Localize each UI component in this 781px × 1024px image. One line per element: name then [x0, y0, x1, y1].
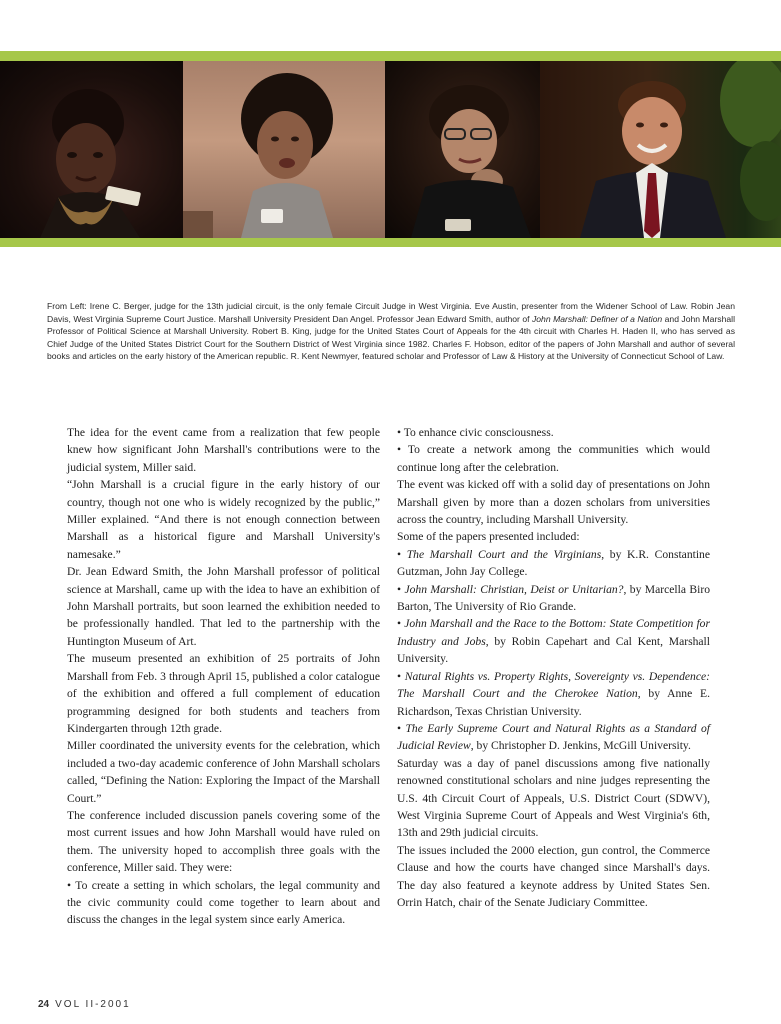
photo-strip — [0, 51, 781, 247]
bullet-icon: • — [397, 669, 402, 683]
bullet-icon: • — [397, 547, 402, 561]
paragraph: Miller coordinated the university events for the celebration, which included a two-day academic conference of John Marshall scholars called, “Defining the Nation: Exploring the Impact of the Marshall Court.” — [67, 739, 380, 805]
photo-eve-austin — [183, 61, 385, 238]
paragraph: The idea for the event came from a realization that few people knew how significant John Marshall's contributions were to the judicial system, Miller said. — [67, 426, 380, 474]
photo-robin-davis — [385, 61, 540, 238]
paper-title: John Marshall: Christian, Deist or Unitarian? — [404, 582, 624, 596]
article-right-column — [397, 424, 710, 911]
paper-byline: , by Robin Capehart and Cal Kent, Marshall University. — [397, 634, 710, 666]
paper-list-item — [397, 720, 710, 755]
paper-byline: , by Marcella Biro Barton, The University of Rio Grande. — [397, 582, 710, 614]
paper-list-item — [397, 668, 710, 720]
paragraph: Dr. Jean Edward Smith, the John Marshall professor of political science at Marshall, came up with the idea to have an exhibition of John Marshall portraits, but soon learned the exhibition needed to be professionally handled. That led to the partnership with the Huntington Museum of Art. — [67, 565, 380, 648]
photo-caption — [47, 300, 735, 363]
paragraph: Saturday was a day of panel discussions among five nationally renowned constitutional scholars and nine judges representing the U.S. 4th Circuit Court of Appeals, U.S. District Court (SDWV), West Virginia Supreme Court of Appeals and West Virginia's 6th, 13th and 29th judicial circuits. — [397, 756, 710, 840]
caption-part-1: From Left: Irene C. Berger, judge for the 13th judicial circuit, is the only female Circuit Judge in West Virginia. Eve Austin, presenter from the Widener School of Law. Robin Jean Davis, West Virginia Supreme Court Justice. Marshall University President Dan Angel. Professor Jean Edward Smith, author of — [47, 301, 735, 324]
paper-list-item — [397, 615, 710, 667]
paragraph: The museum presented an exhibition of 25 portraits of John Marshall from Feb. 3 through April 15, published a color catalogue of the exhibition and offered a full complement of education programming designed for both students and teachers from Kindergarten through 12th grade. — [67, 652, 380, 735]
bullet-icon: • — [397, 582, 402, 596]
issue-label: VOL II-2001 — [55, 999, 131, 1010]
page-number: 24 — [38, 999, 50, 1010]
photo-dan-angel — [540, 61, 781, 238]
paper-title: The Marshall Court and the Virginians — [406, 547, 602, 561]
page-footer — [38, 999, 131, 1010]
caption-part-2: and John Marshall Professor of Political Science at Marshall University. Robert B. King, judge for the United States Court of Appeals for the 4th circuit with Charles H. Haden II, who has served as Chief Judge of the United States District Court for the Southern District of West Virginia since 1982. Charles F. Hobson, editor of the papers of John Marshall and author of several books and articles on the early history of the American republic. R. Kent Newmyer, featured scholar and Professor of Law & History at the University of Connecticut School of Law. — [47, 313, 735, 362]
paper-title: Natural Rights vs. Property Rights, Sovereignty vs. Dependence: The Marshall Court and the Cherokee Nation — [397, 669, 710, 701]
paragraph: Some of the papers presented included: — [397, 530, 580, 544]
article-left-column — [67, 424, 380, 929]
paper-byline: , by Christopher D. Jenkins, McGill University. — [470, 739, 691, 753]
paragraph: The conference included discussion panels covering some of the most current issues and how John Marshall would have ruled on them. The university hoped to accomplish three goals with the conference, Miller said. They were: — [67, 808, 380, 875]
bullet-paragraph: • To enhance civic consciousness. — [397, 426, 554, 439]
paper-byline: , by Anne E. Richardson, Texas Christian University. — [397, 687, 711, 718]
photo-irene-berger — [0, 61, 183, 238]
paragraph: The issues included the 2000 election, gun control, the Commerce Clause and how the courts have changed since Marshall's days. The day also featured a keynote address by United States Sen. Orrin Hatch, chair of the Senate Judiciary Committee. — [397, 843, 710, 909]
paragraph: “John Marshall is a crucial figure in the early history of our country, though not one who is widely recognized by the public,” Miller explained. “And there is not enough connection between Marshall as a historical figure and Marshall University's namesake.” — [67, 478, 380, 561]
photo-row — [0, 61, 781, 238]
paper-list-item — [397, 546, 710, 581]
paragraph: The event was kicked off with a solid day of presentations on John Marshall given by more than a dozen scholars from universities across the country, including Marshall University. — [397, 478, 710, 527]
paper-title: John Marshall and the Race to the Bottom: State Competition for Industry and Jobs — [397, 617, 710, 648]
paper-title: The Early Supreme Court and Natural Rights as a Standard of Judicial Review — [397, 721, 710, 753]
bullet-icon: • — [397, 721, 402, 735]
bullet-paragraph: • To create a network among the communities which would continue long after the celebration. — [397, 443, 710, 474]
paper-byline: , by K.R. Constantine Gutzman, John Jay College. — [397, 547, 710, 579]
bullet-icon: • — [397, 617, 402, 631]
bullet-paragraph: • To create a setting in which scholars, the legal community and the civic community could come together to learn about and discuss the changes in the legal system since early America. — [67, 878, 380, 927]
caption-book-title: John Marshall: Definer of a Nation — [531, 313, 663, 324]
paper-list-item — [397, 581, 710, 616]
